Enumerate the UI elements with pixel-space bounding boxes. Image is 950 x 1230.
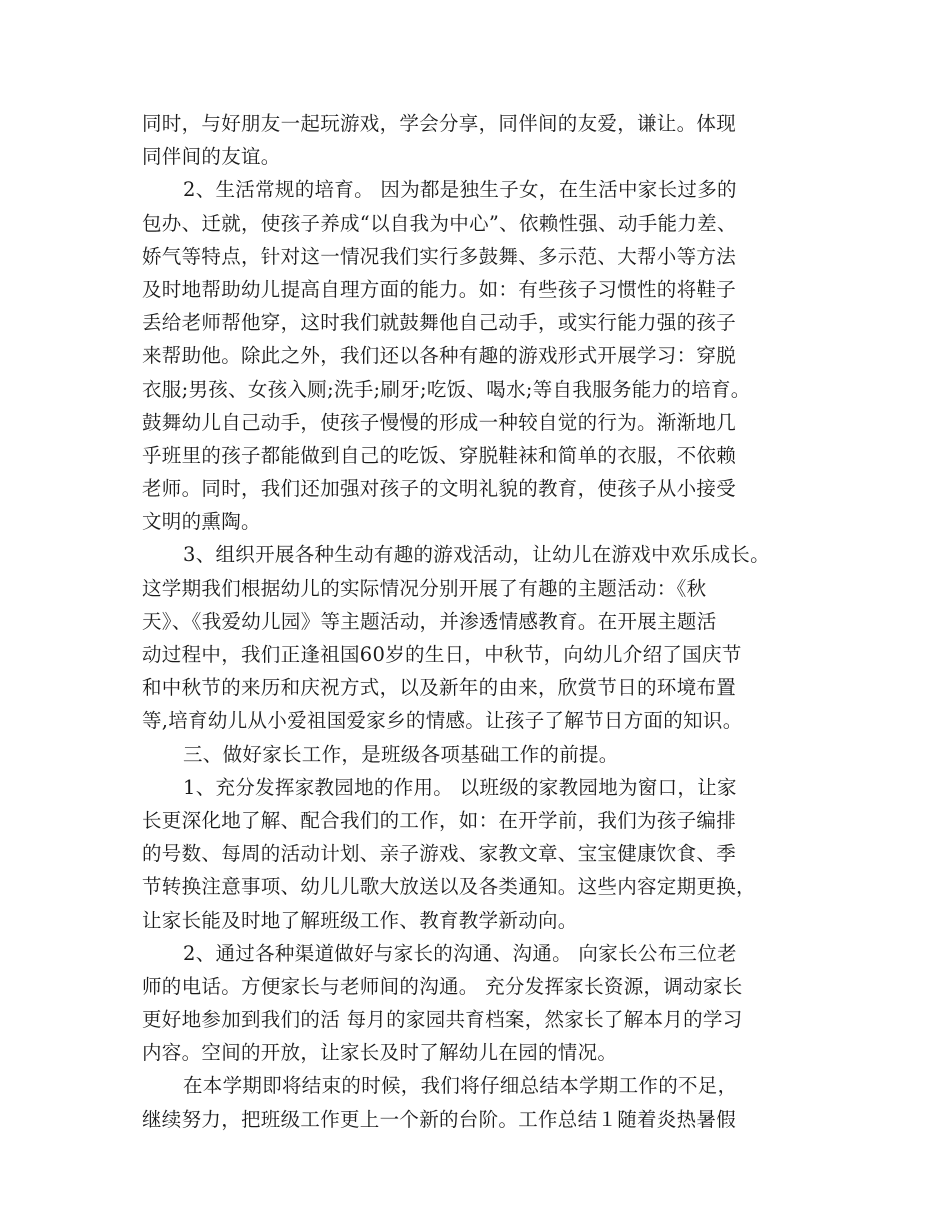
text-line: 节转换注意事项、幼儿儿歌大放送以及各类通知。这些内容定期更换， bbox=[142, 875, 756, 899]
text-line: 2、通过各种渠道做好与家长的沟通、沟通。 向家长公布三位老 bbox=[183, 941, 737, 965]
text-line: 长更深化地了解、配合我们的工作，如：在开学前，我们为孩子编排 bbox=[142, 808, 737, 832]
text-line: 3、组织开展各种生动有趣的游戏活动，让幼儿在游戏中欢乐成长。 bbox=[183, 543, 770, 567]
text-line: 来帮助他。除此之外，我们还以各种有趣的游戏形式开展学习：穿脱 bbox=[142, 344, 737, 368]
text-line: 乎班里的孩子都能做到自己的吃饭、穿脱鞋袜和简单的衣服，不依赖 bbox=[142, 443, 737, 467]
text-line: 更好地参加到我们的活 每月的家园共育档案，然家长了解本月的学习 bbox=[142, 1008, 743, 1032]
text-line: 在本学期即将结束的时候，我们将仔细总结本学期工作的不足， bbox=[183, 1074, 738, 1098]
text-line: 这学期我们根据幼儿的实际情况分别开展了有趣的主题活动：《秋 bbox=[142, 576, 707, 600]
text-line: 及时地帮助幼儿提高自理方面的能力。如：有些孩子习惯性的将鞋子 bbox=[142, 277, 737, 301]
text-line: 动过程中，我们正逢祖国60岁的生日，中秋节，向幼儿介绍了国庆节 bbox=[142, 643, 742, 666]
text-line: 内容。空间的开放，让家长及时了解幼儿在园的情况。 bbox=[142, 1041, 618, 1065]
text-line: 娇气等特点，针对这一情况我们实行多鼓舞、多示范、大帮小等方法 bbox=[142, 244, 737, 268]
text-line: 包办、迁就，使孩子养成“以自我为中心”、依赖性强、动手能力差、 bbox=[142, 211, 737, 235]
section-heading-parent-work bbox=[142, 738, 802, 771]
text-line: 丢给老师帮他穿，这时我们就鼓舞他自己动手，或实行能力强的孩子 bbox=[142, 311, 737, 335]
paragraph-conclusion bbox=[142, 1069, 802, 1135]
text-line: 天》、《我爱幼儿园》等主题活动，并渗透情感教育。在开展主题活 bbox=[142, 609, 717, 633]
text-line: 同时，与好朋友一起玩游戏，学会分享，同伴间的友爱，谦让。体现 bbox=[142, 112, 737, 135]
paragraph-parent-communication bbox=[142, 937, 802, 1070]
paragraph-game-activities bbox=[142, 538, 802, 737]
paragraph-daily-routine bbox=[142, 173, 802, 538]
text-line: 鼓舞幼儿自己动手，使孩子慢慢的形成一种较自觉的行为。渐渐地几 bbox=[142, 410, 737, 434]
text-line: 同伴间的友谊。 bbox=[142, 145, 281, 169]
text-line: 老师。同时，我们还加强对孩子的文明礼貌的教育，使孩子从小接受 bbox=[142, 477, 737, 501]
document-body bbox=[142, 107, 802, 1136]
paragraph-friendship bbox=[142, 107, 802, 173]
text-line: 的号数、每周的活动计划、亲子游戏、家教文章、宝宝健康饮食、季 bbox=[142, 842, 737, 866]
text-line: 1、充分发挥家教园地的作用。 以班级的家教园地为窗口，让家 bbox=[183, 775, 737, 799]
text-line: 让家长能及时地了解班级工作、教育教学新动向。 bbox=[142, 908, 578, 932]
paragraph-home-school-board bbox=[142, 771, 802, 937]
text-line: 文明的熏陶。 bbox=[142, 510, 261, 534]
text-line: 等,培育幼儿从小爱祖国爱家乡的情感。让孩子了解节日方面的知识。 bbox=[142, 709, 743, 733]
text-line: 2、生活常规的培育。 因为都是独生子女，在生活中家长过多的 bbox=[183, 178, 737, 202]
text-line: 师的电话。方便家长与老师间的沟通。 充分发挥家长资源，调动家长 bbox=[142, 974, 743, 998]
text-line: 和中秋节的来历和庆祝方式，以及新年的由来，欣赏节日的环境布置 bbox=[142, 676, 737, 700]
text-line: 衣服;男孩、女孩入厕;洗手;刷牙;吃饭、喝水;等自我服务能力的培育。 bbox=[142, 377, 751, 401]
text-line: 三、做好家长工作，是班级各项基础工作的前提。 bbox=[183, 742, 619, 766]
text-line: 继续努力，把班级工作更上一个新的台阶。工作总结１随着炎热暑假 bbox=[142, 1107, 737, 1131]
